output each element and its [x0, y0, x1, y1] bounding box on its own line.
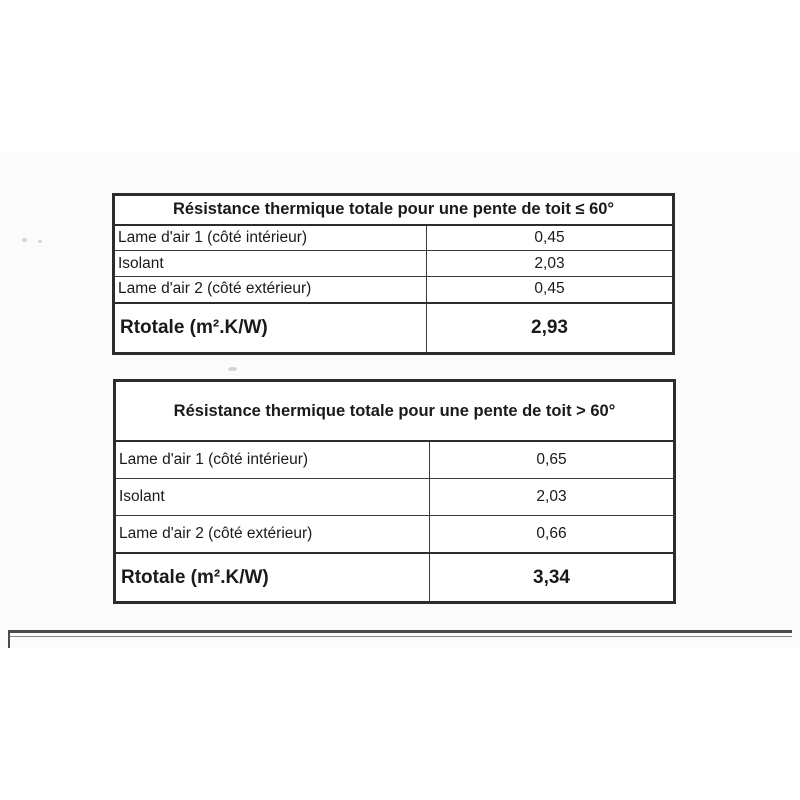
page-divider — [8, 630, 792, 633]
total-value: 2,93 — [427, 303, 674, 354]
row-label: Isolant — [114, 251, 427, 277]
total-label: Rtotale (m².K/W) — [114, 303, 427, 354]
total-row — [115, 553, 675, 602]
total-row — [114, 303, 674, 354]
row-value: 0,45 — [427, 225, 674, 251]
row-label: Isolant — [115, 478, 430, 515]
table-row — [115, 441, 675, 478]
table-title: Résistance thermique totale pour une pente de toit ≤ 60° — [114, 195, 674, 225]
total-value: 3,34 — [430, 553, 675, 602]
row-label: Lame d'air 1 (côté intérieur) — [114, 225, 427, 251]
row-value: 0,45 — [427, 277, 674, 303]
table-title-row — [114, 195, 674, 225]
scan-speck — [228, 367, 237, 371]
table-row — [114, 251, 674, 277]
table-title-row — [115, 381, 675, 442]
row-label: Lame d'air 2 (côté extérieur) — [114, 277, 427, 303]
table-row — [115, 478, 675, 515]
resistance-table-slope-gt-60 — [113, 379, 676, 604]
resistance-table-slope-le-60 — [112, 193, 675, 355]
table-title: Résistance thermique totale pour une pente de toit > 60° — [115, 381, 675, 442]
page-divider-corner — [8, 630, 10, 648]
row-value: 0,66 — [430, 516, 675, 553]
total-label: Rtotale (m².K/W) — [115, 553, 430, 602]
row-value: 0,65 — [430, 441, 675, 478]
scan-speck — [22, 238, 27, 242]
row-value: 2,03 — [427, 251, 674, 277]
table-row — [114, 277, 674, 303]
table-row — [114, 225, 674, 251]
table-row — [115, 516, 675, 553]
row-label: Lame d'air 2 (côté extérieur) — [115, 516, 430, 553]
page-divider-thin — [8, 636, 792, 637]
row-value: 2,03 — [430, 478, 675, 515]
scan-speck — [38, 240, 42, 243]
row-label: Lame d'air 1 (côté intérieur) — [115, 441, 430, 478]
